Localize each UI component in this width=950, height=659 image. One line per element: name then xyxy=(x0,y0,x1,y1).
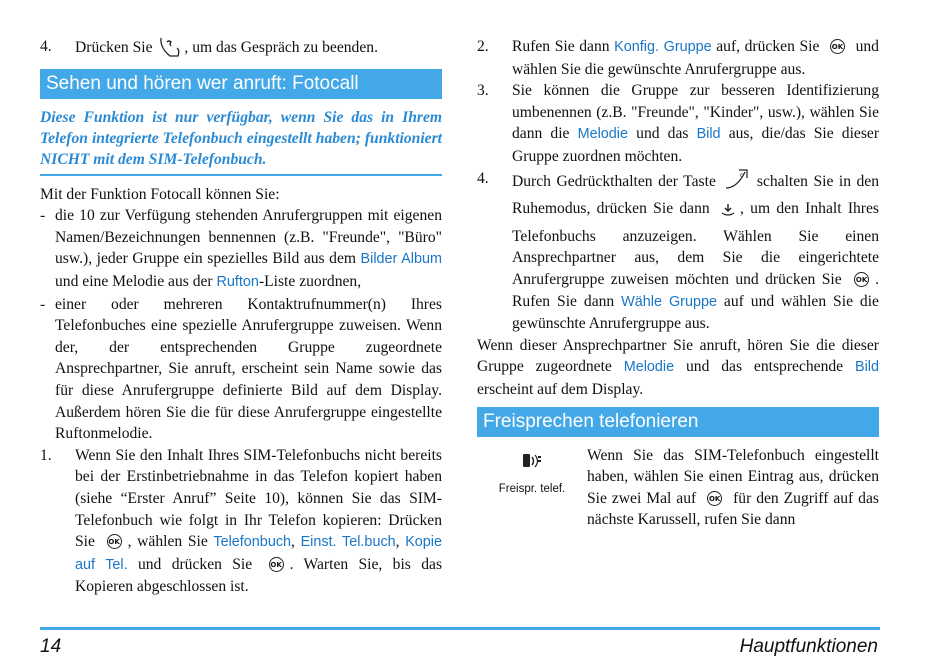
menu-link-einst-telbuch: Einst. Tel.buch xyxy=(300,534,396,551)
handsfree-label: Freispr. telef. xyxy=(498,483,566,496)
right-column xyxy=(477,36,879,531)
list-item: - die 10 zur Verfügung stehenden Anrufergruppen mit eigenen Namen/Bezeichnungen bennennen (z.B. "Freunde", "Büro" usw.), jeder Gruppe ein spezielles Bild aus dem Bilder Album und eine Melodie aus der Rufton-Liste zuordnen, xyxy=(40,207,442,290)
list-item: - einer oder mehreren Kontaktrufnummer(n) Ihres Telefonbuches eine spezielle Anrufergruppe zuweisen. Wenn der, der entsprechenden Gruppe zugeordnete Ansprechpartner, Sie anruft, erscheint sein Name sowie das für diese Anrufergruppe definierte Bild auf dem Display. Außerdem hören Sie die für diese Anrufergruppe eingestellte Ruftonmelodie. xyxy=(40,295,442,443)
caller-paragraph: Wenn dieser Ansprechpartner Sie anruft, hören Sie die dieser Gruppe zugeordnete Melodie und das entsprechende Bild erscheint auf dem Display. xyxy=(477,336,879,398)
step-4: 4. Durch Gedrückthalten der Taste c schalten Sie in den Ruhemodus, drücken Sie dann , um den Inhalt Ihres Telefonbuchs anzuzeigen. Wählen Sie einen Ansprechpartner aus, dem Sie die eingerichtete Anrufergruppe zuweisen möchten und drücken Sie OK . Rufen Sie dann Wähle Gruppe auf und wählen Sie die gewünschte Anrufergruppe aus. xyxy=(477,169,880,333)
menu-link-konfig-gruppe: Konfig. Gruppe xyxy=(614,39,712,55)
step-1-copy-sim: 1. Wenn Sie den Inhalt Ihres SIM-Telefonbuchs nicht bereits bei der Erstinbetriebnahme in das Telefon kopiert haben (siehe “Erster Anruf” Seite 10), können Sie das SIM-Telefonbuch wie folgt in Ihr Telefon kopieren: Drücken Sie OK , wählen Sie Telefonbuch, Einst. Tel.buch, Kopie auf Tel. und drücken Sie OK . Warten Sie, bis das Kopieren abgeschlossen ist. xyxy=(40,446,443,596)
intro-text: Mit der Funktion Fotocall können Sie: xyxy=(40,185,280,203)
step-4-end-call: 4. Drücken Sie , um das Gespräch zu beenden. xyxy=(40,36,442,65)
menu-link-melodie: Melodie xyxy=(623,359,675,376)
clear-key-icon xyxy=(723,168,749,199)
section-heading-fotocall: Sehen und hören wer anruft: Fotocall xyxy=(40,69,442,99)
svg-text:c: c xyxy=(740,171,744,179)
availability-note: Diese Funktion ist nur verfügbar, wenn Sie das in Ihrem Telefon integrierte Telefonbuch eingestellt haben; funktioniert NICHT mit dem SIM-Telefonbuch. xyxy=(40,108,442,168)
ok-key-icon: OK xyxy=(854,272,869,287)
menu-link-bild: Bild xyxy=(696,126,721,143)
ok-key-icon: OK xyxy=(830,39,845,54)
page-number: 14 xyxy=(40,636,62,657)
end-call-key-icon xyxy=(158,36,182,65)
section-heading-freisprechen: Freisprechen telefonieren xyxy=(477,407,879,437)
menu-link-bild: Bild xyxy=(854,359,879,376)
menu-link-telefonbuch: Telefonbuch xyxy=(213,534,292,551)
ok-key-icon: OK xyxy=(269,557,284,572)
step-2: 2. Rufen Sie dann Konfig. Gruppe auf, drücken Sie OK und wählen Sie die gewünschte Anrufergruppe aus. xyxy=(477,38,879,78)
footer-rule xyxy=(40,627,880,630)
left-column xyxy=(40,36,442,598)
navigation-down-icon xyxy=(718,201,738,226)
menu-link-bilder-album: Bilder Album xyxy=(360,251,442,268)
menu-link-waehle-gruppe: Wähle Gruppe xyxy=(621,293,717,310)
handsfree-icon xyxy=(477,451,587,480)
handsfree-section xyxy=(477,445,879,531)
step-3: 3. Sie können die Gruppe zur besseren Identifizierung umbenennen (z.B. "Freunde", "Kinder", usw.), wählen Sie dann die Melodie und das Bild aus, die/das Sie dieser Gruppe zuordnen möchten. xyxy=(477,82,880,165)
menu-link-kopie-auf-tel: Kopie auf Tel. xyxy=(75,534,442,573)
section-title: Hauptfunktionen xyxy=(739,636,878,657)
note-block xyxy=(40,107,442,176)
handsfree-figure xyxy=(477,445,587,513)
ok-key-icon: OK xyxy=(707,491,722,506)
menu-link-rufton: Rufton xyxy=(216,273,259,290)
ok-key-icon: OK xyxy=(107,534,122,549)
handsfree-text: Wenn Sie das SIM-Telefonbuch eingestellt haben, wählen Sie einen Eintrag aus, drücken Sie zwei Mal auf OK für den Zugriff auf das nächste Karussell, rufen Sie dann xyxy=(587,446,879,529)
menu-link-melodie: Melodie xyxy=(577,126,629,143)
